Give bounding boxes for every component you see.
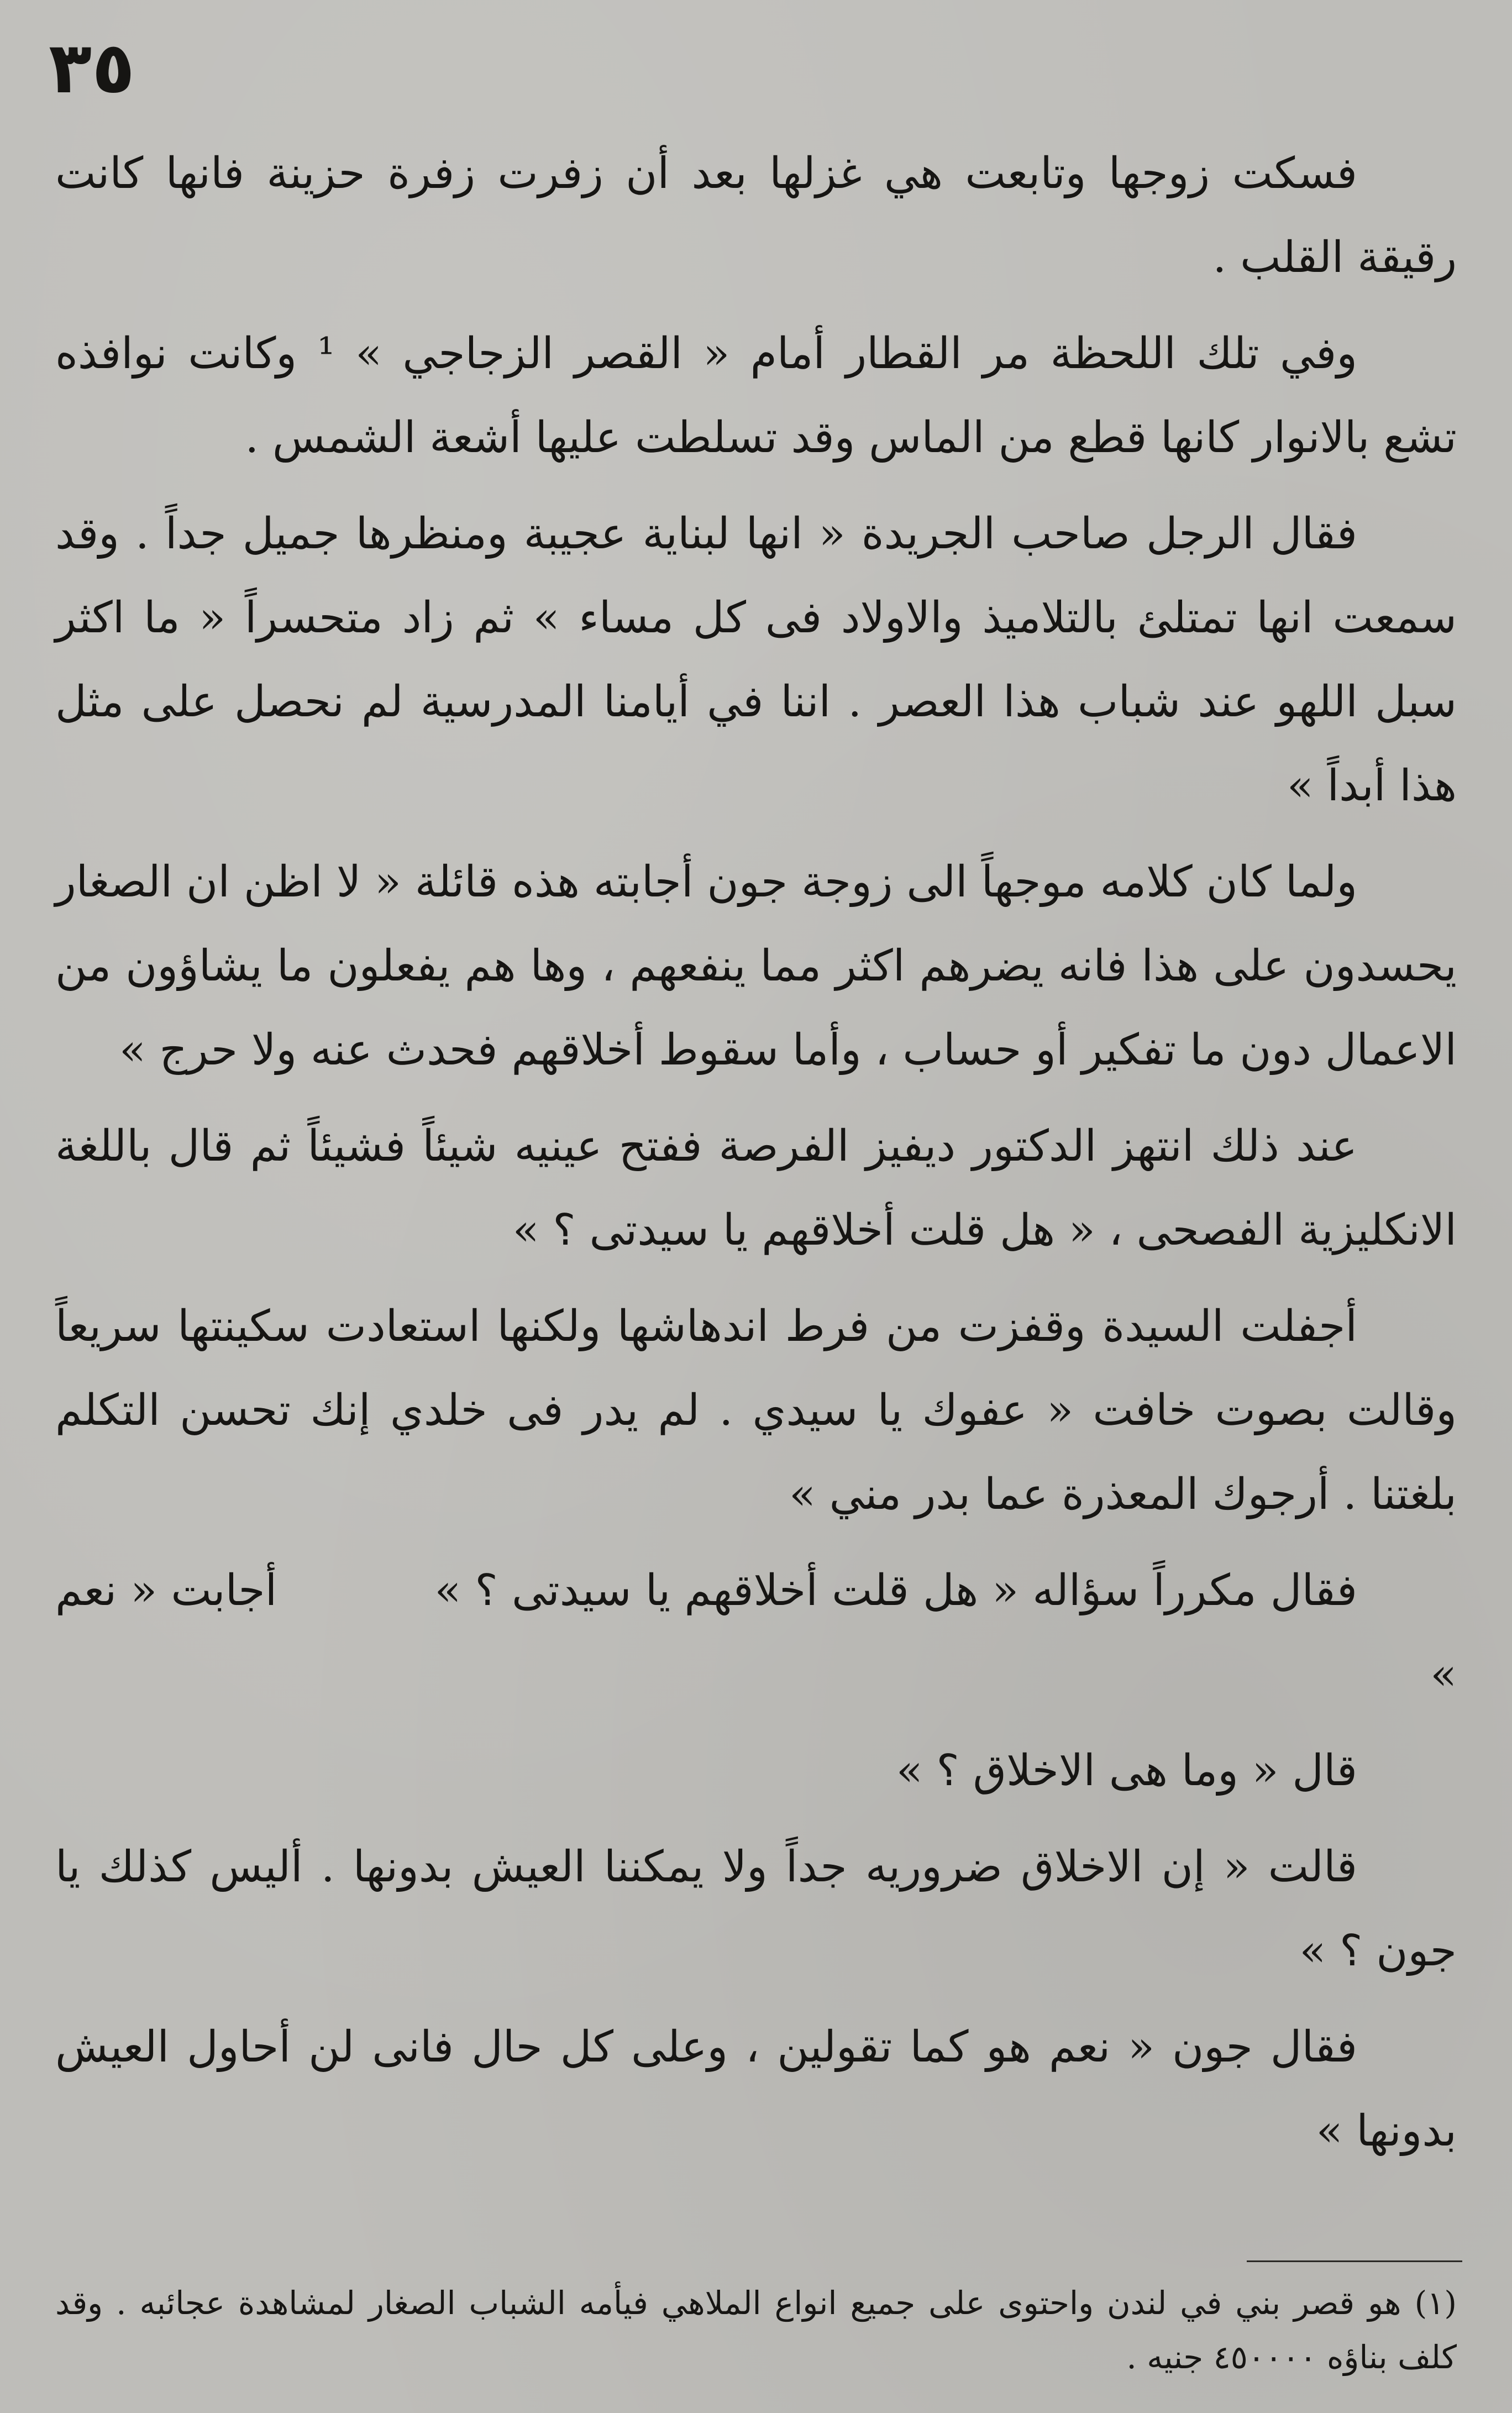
dialogue-line xyxy=(55,1549,1457,1717)
paragraph: فسكت زوجها وتابعت هي غزلها بعد أن زفرت زفرة حزينة فانها كانت رقيقة القلب . xyxy=(55,149,1457,282)
paragraph: فقال جون « نعم هو كما تقولين ، وعلى كل حال فانى لن أحاول العيش بدونها » xyxy=(55,2022,1457,2156)
dialogue-answer: أجابت « نعم » xyxy=(55,1566,1457,1699)
footnote xyxy=(55,2276,1457,2384)
paragraph: ولما كان كلامه موجهاً الى زوجة جون أجابته هذه قائلة « لا اظن ان الصغار يحسدون على هذا فانه يضرهم اكثر مما ينفعهم ، وها هم يفعلون ما يشاؤون من الاعمال دون ما تفكير أو حساب ، وأما سقوط أخلاقهم فحدث عنه ولا حرج » xyxy=(55,857,1457,1075)
main-text xyxy=(55,132,1457,2185)
page-number: ٣٥ xyxy=(49,27,135,109)
paragraph: وفي تلك اللحظة مر القطار أمام « القصر الزجاجي » ¹ وكانت نوافذه تشع بالانوار كانها قطع من الماس وقد تسلطت عليها أشعة الشمس . xyxy=(55,329,1457,463)
footnote-text: (١) هو قصر بني في لندن واحتوى على جميع انواع الملاهي فيأمه الشباب الصغار لمشاهدة عجائبه . وقد كلف بناؤه ٤٥٠٠٠٠ جنيه . xyxy=(55,2284,1457,2376)
paragraph: عند ذلك انتهز الدكتور ديفيز الفرصة ففتح عينيه شيئاً فشيئاً ثم قال باللغة الانكليزية الفصحى ، « هل قلت أخلاقهم يا سيدتى ؟ » xyxy=(55,1121,1457,1255)
paragraph: أجفلت السيدة وقفزت من فرط اندهاشها ولكنها استعادت سكينتها سريعاً وقالت بصوت خافت « عفوك يا سيدي . لم يدر فى خلدي إنك تحسن التكلم بلغتنا . أرجوك المعذرة عما بدر مني » xyxy=(55,1302,1457,1519)
paragraph: قالت « إن الاخلاق ضروريه جداً ولا يمكننا العيش بدونها . أليس كذلك يا جون ؟ » xyxy=(55,1842,1457,1976)
footnote-divider xyxy=(1247,2260,1462,2262)
paragraph: فقال الرجل صاحب الجريدة « انها لبناية عجيبة ومنظرها جميل جداً . وقد سمعت انها تمتلئ بالتلاميذ والاولاد فى كل مساء » ثم زاد متحسراً « ما اكثر سبل اللهو عند شباب هذا العصر . اننا في أيامنا المدرسية لم نحصل على مثل هذا أبداً » xyxy=(55,509,1457,811)
paragraph: قال « وما هى الاخلاق ؟ » xyxy=(896,1746,1357,1796)
dialogue-question: فقال مكرراً سؤاله « هل قلت أخلاقهم يا سيدتى ؟ » xyxy=(434,1566,1357,1615)
